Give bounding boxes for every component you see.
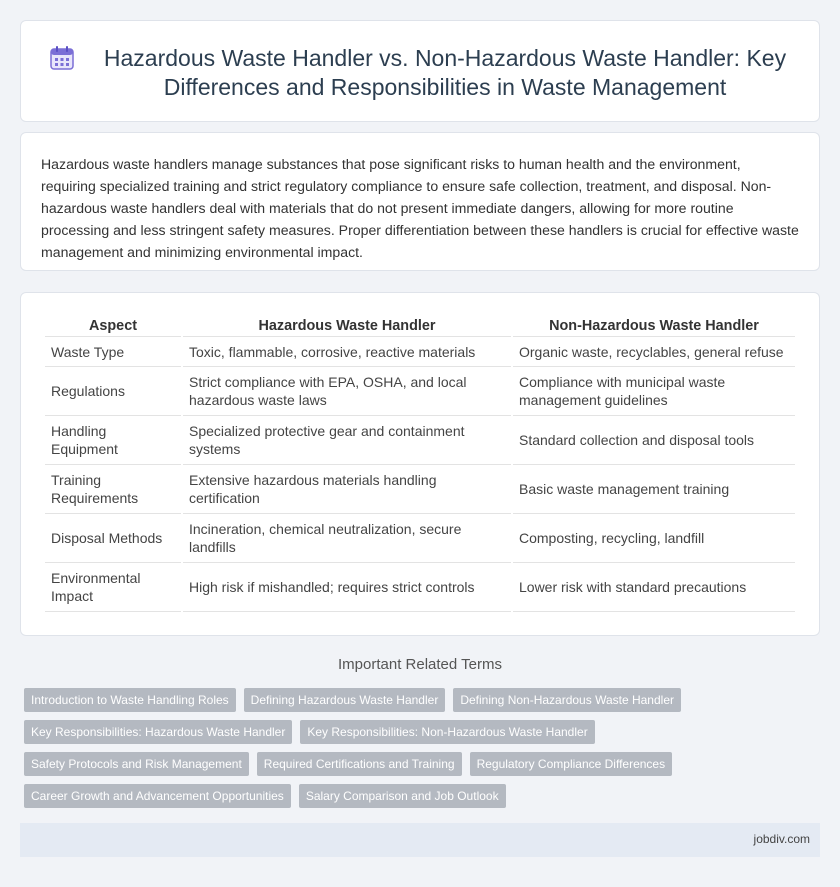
header-non-hazardous: Non-Hazardous Waste Handler (513, 313, 795, 337)
tag-row (24, 720, 704, 744)
hazardous-cell: Incineration, chemical neutralization, secure landfills (183, 514, 511, 563)
tag-introduction-waste-handling-roles[interactable]: Introduction to Waste Handling Roles (24, 688, 236, 712)
intro-card (20, 132, 820, 271)
related-terms-heading: Important Related Terms (338, 656, 502, 673)
header-aspect: Aspect (45, 313, 181, 337)
non-hazardous-cell: Standard collection and disposal tools (513, 416, 795, 465)
aspect-cell: Handling Equipment (45, 416, 181, 465)
header-hazardous: Hazardous Waste Handler (183, 313, 511, 337)
tag-regulatory-compliance[interactable]: Regulatory Compliance Differences (470, 752, 673, 776)
related-terms-list (24, 688, 704, 816)
non-hazardous-cell: Lower risk with standard precautions (513, 563, 795, 612)
table-row (45, 367, 795, 416)
hazardous-cell: Specialized protective gear and containment systems (183, 416, 511, 465)
non-hazardous-cell: Composting, recycling, landfill (513, 514, 795, 563)
aspect-cell: Disposal Methods (45, 514, 181, 563)
comparison-card (20, 292, 820, 636)
calendar-icon (49, 45, 75, 71)
table-row (45, 465, 795, 514)
non-hazardous-cell: Compliance with municipal waste management guidelines (513, 367, 795, 416)
tag-required-certifications[interactable]: Required Certifications and Training (257, 752, 462, 776)
title-card (20, 20, 820, 122)
page-title: Hazardous Waste Handler vs. Non-Hazardous Waste Handler: Key Differences and Responsibilities in Waste Management (103, 45, 787, 100)
hazardous-cell: Extensive hazardous materials handling certification (183, 465, 511, 514)
intro-paragraph: Hazardous waste handlers manage substances that pose significant risks to human health and the environment, requiring specialized training and strict regulatory compliance to ensure safe collection, treatment, and disposal. Non-hazardous waste handlers deal with materials that do not present immediate dangers, allowing for more routine processing and less stringent safety measures. Proper differentiation between these handlers is crucial for effective waste management and minimizing environmental impact. (41, 156, 799, 260)
tag-salary-comparison[interactable]: Salary Comparison and Job Outlook (299, 784, 506, 808)
aspect-cell: Waste Type (45, 337, 181, 367)
non-hazardous-cell: Organic waste, recyclables, general refuse (513, 337, 795, 367)
tag-row (24, 752, 704, 776)
tag-career-growth[interactable]: Career Growth and Advancement Opportunities (24, 784, 291, 808)
aspect-cell: Environmental Impact (45, 563, 181, 612)
footer-site-link[interactable]: jobdiv.com (753, 832, 810, 846)
tag-key-responsibilities-hazardous[interactable]: Key Responsibilities: Hazardous Waste Handler (24, 720, 292, 744)
comparison-table (43, 313, 797, 612)
footer (20, 823, 820, 857)
hazardous-cell: Strict compliance with EPA, OSHA, and local hazardous waste laws (183, 367, 511, 416)
aspect-cell: Training Requirements (45, 465, 181, 514)
table-header-row (45, 313, 795, 337)
table-row (45, 416, 795, 465)
tag-defining-hazardous-waste-handler[interactable]: Defining Hazardous Waste Handler (244, 688, 446, 712)
tag-safety-protocols[interactable]: Safety Protocols and Risk Management (24, 752, 249, 776)
non-hazardous-cell: Basic waste management training (513, 465, 795, 514)
tag-row (24, 688, 704, 712)
table-row (45, 563, 795, 612)
tag-row (24, 784, 704, 808)
tag-key-responsibilities-non-hazardous[interactable]: Key Responsibilities: Non-Hazardous Waste Handler (300, 720, 594, 744)
table-row (45, 337, 795, 367)
table-row (45, 514, 795, 563)
hazardous-cell: High risk if mishandled; requires strict controls (183, 563, 511, 612)
tag-defining-non-hazardous-waste-handler[interactable]: Defining Non-Hazardous Waste Handler (453, 688, 681, 712)
hazardous-cell: Toxic, flammable, corrosive, reactive materials (183, 337, 511, 367)
aspect-cell: Regulations (45, 367, 181, 416)
